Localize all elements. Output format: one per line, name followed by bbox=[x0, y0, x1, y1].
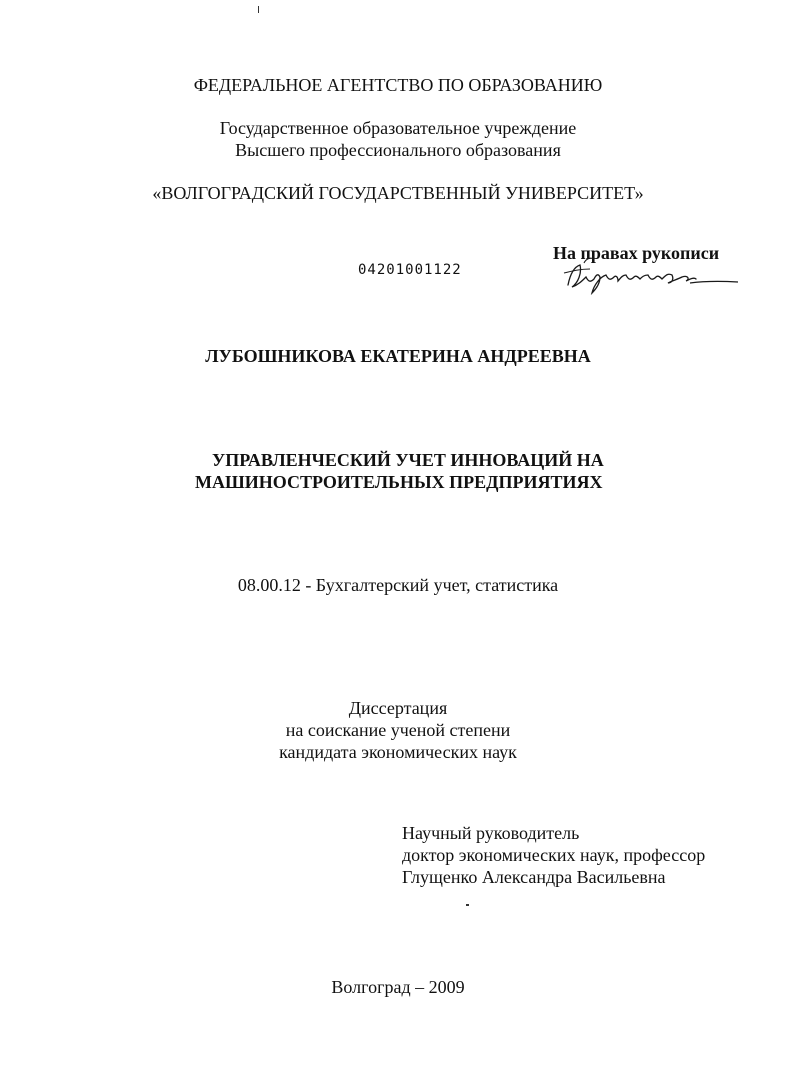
rights-notice: На правах рукописи bbox=[553, 243, 720, 263]
scan-speck bbox=[258, 6, 259, 13]
supervisor-degree: доктор экономических наук, профессор bbox=[402, 845, 706, 865]
city-year: Волгоград – 2009 bbox=[331, 977, 465, 997]
institution-type: Государственное образовательное учреждение bbox=[219, 118, 577, 138]
supervisor-name: Глущенко Александра Васильевна bbox=[402, 867, 666, 887]
author-name: ЛУБОШНИКОВА ЕКАТЕРИНА АНДРЕЕВНА bbox=[205, 346, 591, 366]
institution-level: Высшего профессионального образования bbox=[235, 140, 561, 160]
catalog-number: 04201001122 bbox=[358, 262, 462, 278]
degree-type: Диссертация bbox=[348, 698, 448, 718]
degree-purpose: на соискание ученой степени bbox=[285, 720, 511, 740]
handwritten-signature bbox=[560, 255, 740, 300]
agency-name: ФЕДЕРАЛЬНОЕ АГЕНТСТВО ПО ОБРАЗОВАНИЮ bbox=[193, 75, 603, 95]
degree-field: кандидата экономических наук bbox=[279, 742, 517, 762]
supervisor-label: Научный руководитель bbox=[402, 823, 580, 843]
title-line-2: МАШИНОСТРОИТЕЛЬНЫХ ПРЕДПРИЯТИЯХ bbox=[195, 472, 603, 492]
university-name: «ВОЛГОГРАДСКИЙ ГОСУДАРСТВЕННЫЙ УНИВЕРСИТЕТ» bbox=[152, 183, 644, 203]
title-line-1: УПРАВЛЕНЧЕСКИЙ УЧЕТ ИННОВАЦИЙ НА bbox=[212, 450, 604, 470]
scan-speck bbox=[466, 904, 469, 906]
specialty: 08.00.12 - Бухгалтерский учет, статистика bbox=[237, 575, 559, 595]
